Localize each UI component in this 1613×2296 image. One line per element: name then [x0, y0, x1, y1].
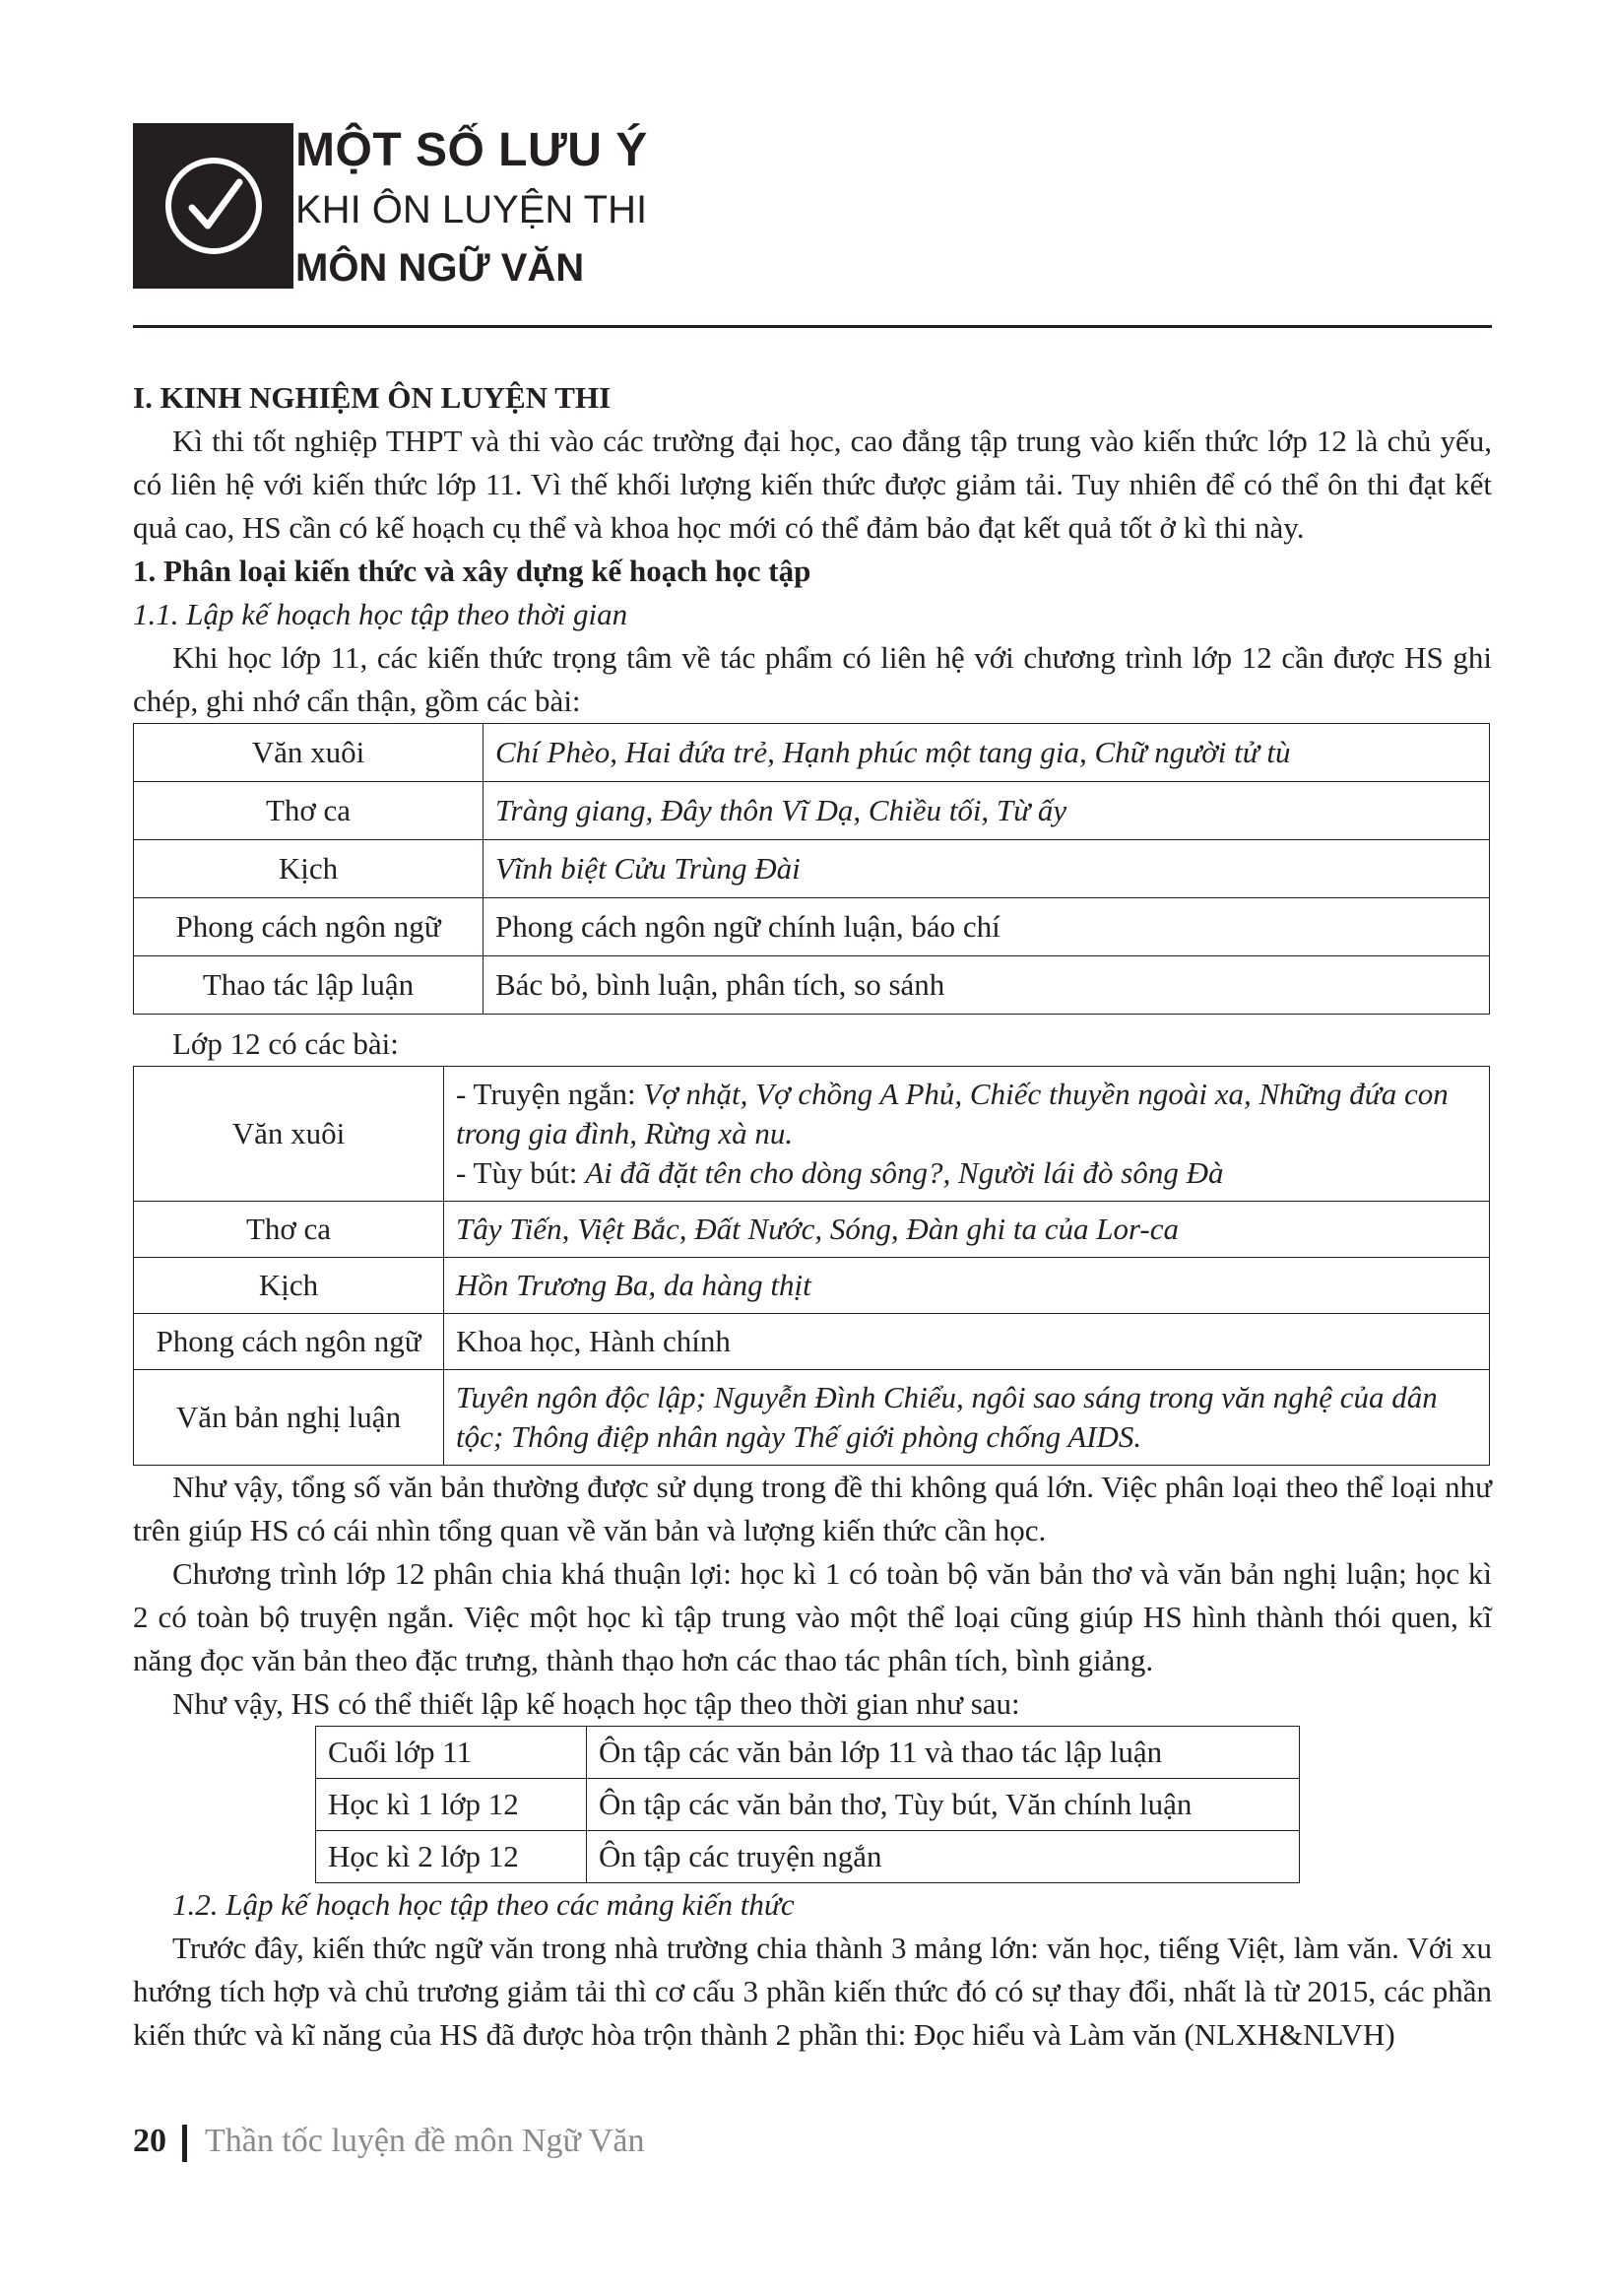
table-cell-value: Khoa học, Hành chính [444, 1314, 1490, 1370]
short-story-works: Vợ nhặt, Vợ chồng A Phủ, Chiếc thuyền ngoài xa, Những đứa con trong gia đình, Rừng xà nu. [456, 1077, 1449, 1150]
table-cell-value: Tây Tiến, Việt Bắc, Đất Nước, Sóng, Đàn ghi ta của Lor-ca [444, 1202, 1490, 1258]
section-heading: I. KINH NGHIỆM ÔN LUYỆN THI [133, 380, 612, 415]
plan-period: Cuối lớp 11 [316, 1727, 587, 1779]
table-row [134, 1314, 1490, 1370]
subsection-heading-1-2: 1.2. Lập kế hoạch học tập theo các mảng kiến thức [172, 1887, 795, 1922]
header-divider [133, 325, 1492, 328]
footer-divider [182, 2125, 187, 2162]
table-cell-label: Thơ ca [134, 1202, 444, 1258]
table-cell-label: Thơ ca [134, 782, 484, 840]
study-plan-table [315, 1726, 1300, 1883]
plan-task: Ôn tập các truyện ngắn [587, 1831, 1300, 1883]
checkmark-circle-icon [161, 153, 267, 259]
plan-task: Ôn tập các văn bản lớp 11 và thao tác lập luận [587, 1727, 1300, 1779]
subsection-heading-1-1: 1.1. Lập kế hoạch học tập theo thời gian [133, 597, 628, 631]
table-row [134, 1258, 1490, 1314]
chapter-header [133, 123, 1492, 289]
table-row [316, 1727, 1300, 1779]
table-row [134, 898, 1490, 956]
table-row [134, 1370, 1490, 1466]
essay-prefix: - Tùy bút: [456, 1155, 586, 1190]
intro-paragraph: Kì thi tốt nghiệp THPT và thi vào các trường đại học, cao đẳng tập trung vào kiến thức lớp 12 là chủ yếu, có liên hệ với kiến thức lớp 11. Vì thế khối lượng kiến thức được giảm tải. Tuy nhiên để có thể ôn thi đạt kết quả cao, HS cần có kế hoạch cụ thể và khoa học mới có thể đảm bảo đạt kết quả tốt ở kì thi này. [133, 424, 1492, 545]
chapter-icon-box [133, 123, 293, 289]
table-cell-label: Thao tác lập luận [134, 956, 484, 1015]
table-row [316, 1779, 1300, 1831]
plan-task: Ôn tập các văn bản thơ, Tùy bút, Văn chính luận [587, 1779, 1300, 1831]
subsection-1-1-text: Khi học lớp 11, các kiến thức trọng tâm về tác phẩm có liên hệ với chương trình lớp 12 cần được HS ghi chép, ghi nhớ cẩn thận, gồm các bài: [133, 640, 1492, 718]
page-footer [133, 2123, 644, 2162]
table-row [134, 724, 1490, 782]
book-title: Thần tốc luyện đề môn Ngữ Văn [205, 2123, 645, 2159]
table-cell-value: Phong cách ngôn ngữ chính luận, báo chí [484, 898, 1490, 956]
table-cell-label: Kịch [134, 840, 484, 898]
page-number: 20 [133, 2123, 166, 2159]
table-cell-value: Tuyên ngôn độc lập; Nguyễn Đình Chiểu, ngôi sao sáng trong văn nghệ của dân tộc; Thông điệp nhân ngày Thế giới phòng chống AIDS. [444, 1370, 1490, 1466]
table-cell-label: Phong cách ngôn ngữ [134, 1314, 444, 1370]
table-cell-value: Vĩnh biệt Cửu Trùng Đài [484, 840, 1490, 898]
table-row [134, 1202, 1490, 1258]
table-cell-value [444, 1067, 1490, 1202]
table-cell-label: Văn xuôi [134, 724, 484, 782]
plan-period: Học kì 2 lớp 12 [316, 1831, 587, 1883]
table-cell-value: Bác bỏ, bình luận, phân tích, so sánh [484, 956, 1490, 1015]
essay-works: Ai đã đặt tên cho dòng sông?, Người lái đò sông Đà [585, 1155, 1224, 1190]
plan-period: Học kì 1 lớp 12 [316, 1779, 587, 1831]
paragraph-summary-2: Chương trình lớp 12 phân chia khá thuận lợi: học kì 1 có toàn bộ văn bản thơ và văn bản nghị luận; học kì 2 có toàn bộ truyện ngắn. Việc một học kì tập trung vào một thể loại cũng giúp HS hình thành thói quen, kĩ năng đọc văn bản theo đặc trưng, thành thạo hơn các thao tác phân tích, bình giảng. [133, 1556, 1492, 1677]
table-cell-value: Tràng giang, Đây thôn Vĩ Dạ, Chiều tối, Từ ấy [484, 782, 1490, 840]
table-row [134, 782, 1490, 840]
table-cell-value: Hồn Trương Ba, da hàng thịt [444, 1258, 1490, 1314]
paragraph-summary-3: Như vậy, HS có thể thiết lập kế hoạch học tập theo thời gian như sau: [172, 1686, 1020, 1721]
table-cell-label: Văn bản nghị luận [134, 1370, 444, 1466]
table-row [134, 1067, 1490, 1202]
grade11-table [133, 723, 1490, 1015]
chapter-title-line2: KHI ÔN LUYỆN THI [295, 188, 648, 231]
page-content [133, 376, 1492, 2057]
table-row [134, 840, 1490, 898]
chapter-title-line3: MÔN NGỮ VĂN [295, 246, 585, 290]
subsection-1-2-text: Trước đây, kiến thức ngữ văn trong nhà trường chia thành 3 mảng lớn: văn học, tiếng Việt, làm văn. Với xu hướng tích hợp và chủ trương giảm tải thì cơ cấu 3 phần kiến thức đó có sự thay đổi, nhất là từ 2015, các phần kiến thức và kĩ năng của HS đã được hòa trộn thành 2 phần thi: Đọc hiểu và Làm văn (NLXH&NLVH) [133, 1931, 1492, 2052]
table-cell-value: Chí Phèo, Hai đứa trẻ, Hạnh phúc một tang gia, Chữ người tử tù [484, 724, 1490, 782]
grade12-intro: Lớp 12 có các bài: [172, 1026, 399, 1061]
subsection-heading-1: 1. Phân loại kiến thức và xây dựng kế hoạch học tập [133, 554, 811, 588]
paragraph-summary-1: Như vậy, tổng số văn bản thường được sử dụng trong đề thi không quá lớn. Việc phân loại theo thể loại như trên giúp HS có cái nhìn tổng quan về văn bản và lượng kiến thức cần học. [133, 1470, 1492, 1547]
table-cell-label: Kịch [134, 1258, 444, 1314]
table-cell-label: Phong cách ngôn ngữ [134, 898, 484, 956]
table-row [134, 956, 1490, 1015]
grade12-table [133, 1066, 1490, 1466]
chapter-title-line1: MỘT SỐ LƯU Ý [295, 124, 648, 176]
table-cell-label: Văn xuôi [134, 1067, 444, 1202]
table-row [316, 1831, 1300, 1883]
short-story-prefix: - Truyện ngắn: [456, 1077, 644, 1111]
